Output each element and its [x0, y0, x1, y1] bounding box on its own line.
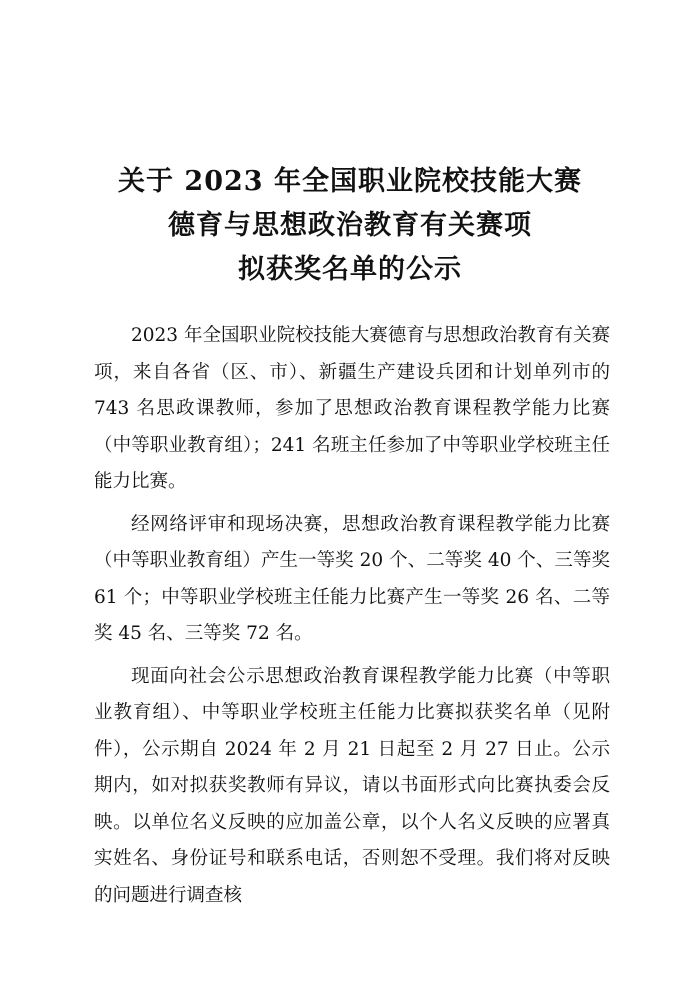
paragraph-participants: 2023 年全国职业院校技能大赛德育与思想政治教育有关赛项，来自各省（区、市）、新疆生产建设兵团和计划单列市的 743 名思政课教师，参加了思想政治教育课程教学能力比赛（中等职业教育组）；241 名班主任参加了中等职业学校班主任能力比赛。: [94, 325, 610, 492]
title-line-2: 德育与思想政治教育有关赛项: [168, 210, 532, 241]
paragraph-results: 经网络评审和现场决赛，思想政治教育课程教学能力比赛（中等职业教育组）产生一等奖 20 个、二等奖 40 个、三等奖 61 个；中等职业学校班主任能力比赛产生一等奖 26 名、二等奖 45 名、三等奖 72 名。: [94, 513, 610, 644]
document-title: [0, 160, 700, 292]
title-line-3: 拟获奖名单的公示: [238, 254, 462, 285]
title-line-1: 关于 2023 年全国职业院校技能大赛: [118, 166, 582, 197]
paragraph-publicity: 现面向社会公示思想政治教育课程教学能力比赛（中等职业教育组）、中等职业学校班主任能力比赛拟获奖名单（见附件），公示期自 2024 年 2 月 21 日起至 2 月 27 日止。公示期内，如对拟获奖教师有异议，请以书面形式向比赛执委会反映。以单位名义反映的应加盖公章，以个人名义反映的应署真实姓名、身份证号和联系电话，否则恕不受理。我们将对反映的问题进行调查核: [94, 665, 610, 906]
document-body: [94, 318, 610, 920]
